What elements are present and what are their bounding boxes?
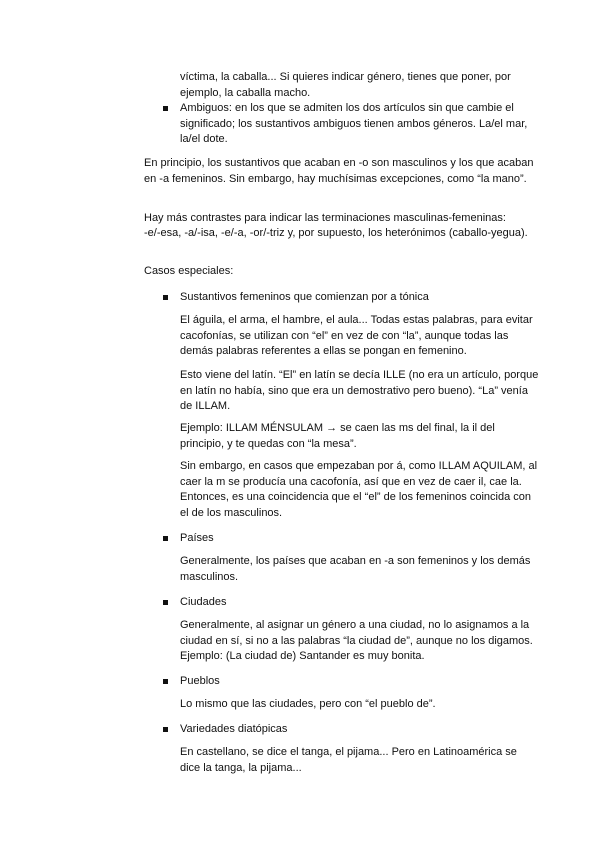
- bullet-square-icon: [163, 600, 168, 605]
- paragraph-contrastes-1: Hay más contrastes para indicar las terminaciones masculinas-femeninas:: [144, 212, 506, 224]
- variedades-paragraph: En castellano, se dice el tanga, el pijama... Pero en Latinoamérica se dice la tanga, la pijama...: [180, 746, 517, 774]
- continued-paragraph: víctima, la caballa... Si quieres indicar género, tienes que poner, por ejemplo, la caballa macho.: [180, 71, 511, 99]
- bullet-a-tonica-title: Sustantivos femeninos que comienzan por a tónica: [180, 291, 429, 303]
- bullet-square-icon: [163, 679, 168, 684]
- a-tonica-paragraph-3: Ejemplo: ILLAM MÉNSULAM → se caen las ms del final, la il del principio, y te quedas con “la mesa”.: [180, 422, 495, 450]
- casos-especiales-heading: Casos especiales:: [144, 265, 234, 277]
- bullet-pueblos-title: Pueblos: [180, 675, 220, 687]
- a-tonica-paragraph-4: Sin embargo, en casos que empezaban por á, como ILLAM AQUILAM, al caer la m se producía una cacofonía, así que en vez de caer il, cae la. Entonces, es una coincidencia que el “el” de los femeninos coincida con el de los masculinos.: [180, 460, 538, 519]
- bullet-paises-title: Países: [180, 532, 214, 544]
- bullet-variedades-title: Variedades diatópicas: [180, 723, 288, 735]
- bullet-ciudades-title: Ciudades: [180, 596, 227, 608]
- bullet-square-icon: [163, 295, 168, 300]
- bullet-square-icon: [163, 727, 168, 732]
- a-tonica-paragraph-1: El águila, el arma, el hambre, el aula... Todas estas palabras, para evitar cacofonías, se utilizan con “el” en vez de con “la”, aunque todas las demás palabras referentes a ellas se pongan en femenino.: [180, 314, 533, 357]
- bullet-square-icon: [163, 536, 168, 541]
- a-tonica-paragraph-2: Esto viene del latín. “El” en latín se decía ILLE (no era un artículo, porque en latín no había, sino que era un demostrativo pero bueno). “La” venía de ILLAM.: [180, 369, 539, 412]
- paragraph-contrastes-2: -e/-esa, -a/-isa, -e/-a, -or/-triz y, por supuesto, los heterónimos (caballo-yegua).: [144, 227, 528, 239]
- bullet-ambiguos: Ambiguos: en los que se admiten los dos artículos sin que cambie el significado; los sustantivos ambiguos tienen ambos géneros. La/el mar, la/el dote.: [180, 102, 528, 145]
- ciudades-paragraph: Generalmente, al asignar un género a una ciudad, no lo asignamos a la ciudad en sí, si no a las palabras “la ciudad de”, aunque no los digamos. Ejemplo: (La ciudad de) Santander es muy bonita.: [180, 619, 533, 662]
- paragraph-principio: En principio, los sustantivos que acaban en -o son masculinos y los que acaban en -a femeninos. Sin embargo, hay muchísimas excepciones, como “la mano”.: [144, 157, 534, 185]
- pueblos-paragraph: Lo mismo que las ciudades, pero con “el pueblo de”.: [180, 698, 436, 710]
- paises-paragraph: Generalmente, los países que acaban en -a son femeninos y los demás masculinos.: [180, 555, 531, 583]
- bullet-square-icon: [163, 106, 168, 111]
